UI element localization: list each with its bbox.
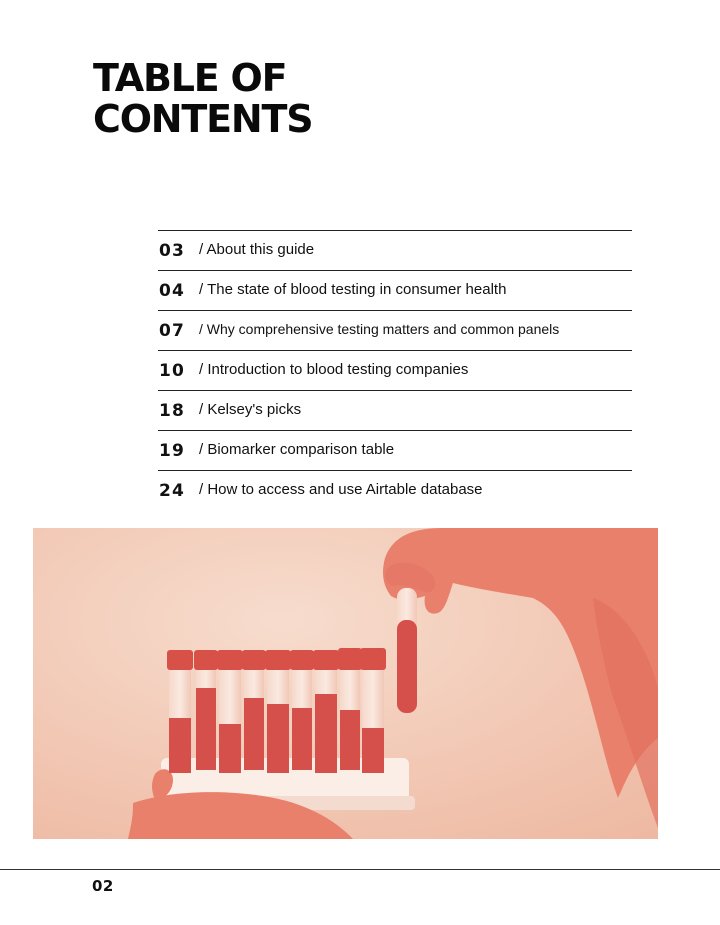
toc-entry-title: / Introduction to blood testing companies [199,361,469,378]
page-number: 02 [92,877,114,895]
toc-entry-title: / How to access and use Airtable database [199,481,483,498]
blood-test-tubes-photo [33,528,658,839]
toc-entry-title: / Biomarker comparison table [199,441,395,458]
tube-row [167,648,386,773]
toc-item[interactable] [158,311,632,351]
toc-page-number: 18 [159,401,186,421]
toc-item[interactable] [158,471,632,510]
toc-item[interactable] [158,431,632,471]
toc-page-number: 03 [159,241,186,261]
toc-page-number: 24 [159,481,186,501]
toc-item[interactable] [158,231,632,271]
toc-page-number: 04 [159,281,186,301]
toc-entry-title: / About this guide [199,241,315,258]
toc-item[interactable] [158,351,632,391]
toc-item[interactable] [158,271,632,311]
toc-page-number: 19 [159,441,186,461]
toc-item[interactable] [158,391,632,431]
page-title: TABLE OF CONTENTS [93,56,313,141]
toc-page-number: 10 [159,361,186,381]
toc-entry-title: / Why comprehensive testing matters and common panels [199,321,560,337]
footer-divider [0,869,720,870]
toc-entry-title: / The state of blood testing in consumer health [199,281,507,298]
toc-page-number: 07 [159,321,186,341]
held-tube-blood [397,620,417,713]
toc-entry-title: / Kelsey's picks [199,401,302,418]
table-of-contents [158,230,632,510]
